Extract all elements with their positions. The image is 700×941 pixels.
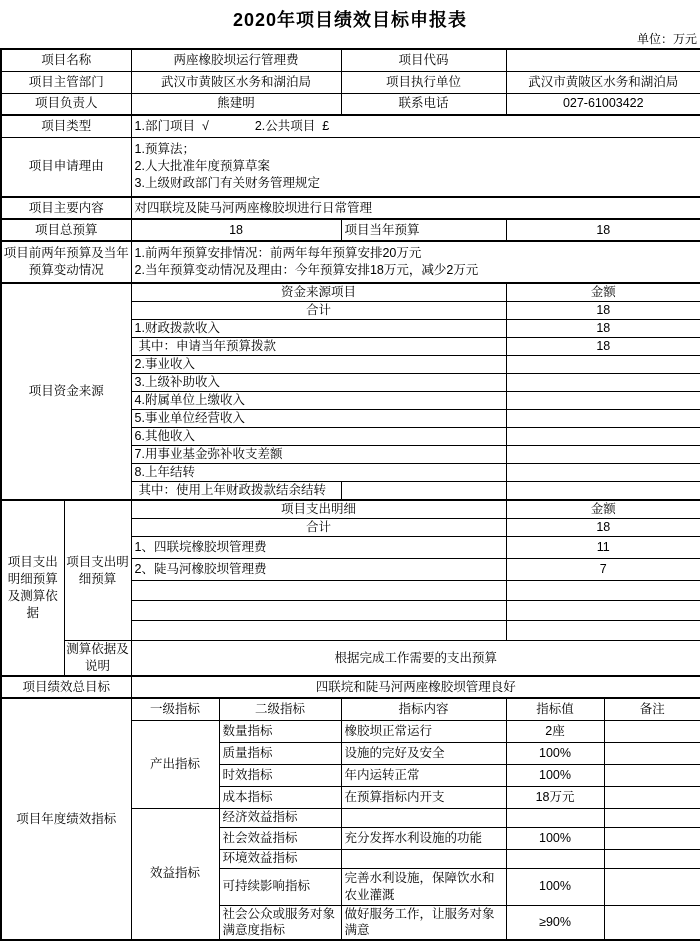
indicator-value-cell — [506, 849, 604, 868]
indicator-value-cell: 100% — [506, 764, 604, 786]
funding-amount-cell — [506, 427, 700, 445]
funding-amount-cell — [506, 445, 700, 463]
expenditure-amount-cell: 11 — [506, 537, 700, 559]
funding-amount-cell — [506, 463, 700, 481]
year-budget-label: 项目当年预算 — [341, 219, 506, 241]
expenditure-detail-label: 项目支出明细预算 — [64, 500, 131, 641]
total-budget-label: 项目总预算 — [1, 219, 131, 241]
apply-reason-label: 项目申请理由 — [1, 137, 131, 197]
page-title: 2020年项目绩效目标申报表 — [232, 10, 468, 30]
indicator-header-content: 指标内容 — [341, 698, 506, 720]
prior-budget-line: 1.前两年预算安排情况：前两年每年预算安排20万元 — [134, 246, 422, 261]
indicator-note-cell — [604, 849, 700, 868]
indicator-level2-cell: 质量指标 — [219, 742, 341, 764]
reason-line: 1.预算法； — [134, 142, 195, 157]
expenditure-item-cell: 1、四联垸橡胶坝管理费 — [131, 537, 506, 559]
project-type-options — [131, 115, 700, 137]
expenditure-amount-cell — [506, 621, 700, 641]
year-budget-value: 18 — [506, 219, 700, 241]
indicator-note-cell — [604, 742, 700, 764]
indicator-content-cell — [341, 849, 506, 868]
indicator-content-cell: 橡胶坝正常运行 — [341, 720, 506, 742]
funding-item-cell: 2.事业收入 — [131, 355, 506, 373]
funding-header-item: 资金来源项目 — [131, 283, 506, 301]
funding-amount-cell — [506, 373, 700, 391]
expenditure-amount-cell: 18 — [506, 519, 700, 537]
indicator-content-cell: 完善水利设施，保障饮水和农业灌溉 — [341, 868, 506, 905]
overall-goal-label: 项目绩效总目标 — [1, 676, 131, 698]
indicator-content-cell: 做好服务工作，让服务对象满意 — [341, 905, 506, 940]
indicator-value-cell: 100% — [506, 827, 604, 849]
total-budget-value: 18 — [131, 219, 341, 241]
exec-unit-label: 项目执行单位 — [341, 71, 506, 93]
indicator-header-level2: 二级指标 — [219, 698, 341, 720]
indicator-level2-cell: 成本指标 — [219, 786, 341, 808]
type-option-public: 2.公共项目 — [254, 118, 316, 133]
indicator-header-note: 备注 — [604, 698, 700, 720]
indicator-value-cell — [506, 808, 604, 827]
indicator-level2-cell: 数量指标 — [219, 720, 341, 742]
type-check-public: £ — [322, 118, 330, 133]
funding-item-cell: 7.用事业基金弥补收支差额 — [131, 445, 506, 463]
funding-amount-cell — [506, 355, 700, 373]
leader-label: 项目负责人 — [1, 93, 131, 115]
project-name-label: 项目名称 — [1, 49, 131, 71]
form-header — [0, 0, 700, 48]
leader-value: 熊建明 — [131, 93, 341, 115]
indicator-level2-cell: 社会效益指标 — [219, 827, 341, 849]
output-group-cell: 产出指标 — [131, 720, 219, 808]
funding-amount-cell — [506, 409, 700, 427]
benefit-group-cell: 效益指标 — [131, 808, 219, 940]
apply-reason-content — [131, 137, 700, 197]
funding-item-cell: 其中：申请当年预算拨款 — [131, 337, 506, 355]
unit-note: 单位：万元 — [636, 32, 697, 46]
funding-header-amount: 金额 — [506, 283, 700, 301]
funding-amount-cell — [506, 391, 700, 409]
funding-item-cell: 5.事业单位经营收入 — [131, 409, 506, 427]
basis-value: 根据完成工作需要的支出预算 — [131, 641, 700, 676]
expenditure-outer-label: 项目支出明细预算及测算依据 — [1, 500, 64, 676]
expenditure-item-cell: 2、陡马河橡胶坝管理费 — [131, 559, 506, 581]
expenditure-amount-cell — [506, 601, 700, 621]
expenditure-amount-cell: 7 — [506, 559, 700, 581]
type-option-department: 1.部门项目 — [134, 118, 195, 133]
project-type-label: 项目类型 — [1, 115, 131, 137]
prior-budget-line: 2.当年预算变动情况及理由：今年预算安排18万元，减少2万元 — [134, 263, 479, 277]
indicator-note-cell — [604, 808, 700, 827]
funding-section-label: 项目资金来源 — [1, 283, 131, 500]
funding-amount-cell: 18 — [506, 337, 700, 355]
indicator-value-cell: 100% — [506, 868, 604, 905]
expenditure-item-cell — [131, 621, 506, 641]
form-table — [0, 48, 700, 941]
funding-item-cell: 1.财政拨款收入 — [131, 319, 506, 337]
indicator-value-cell: ≥90% — [506, 905, 604, 940]
indicator-value-cell: 100% — [506, 742, 604, 764]
phone-value: 027-61003422 — [506, 93, 700, 115]
reason-line: 2.人大批准年度预算草案 — [134, 159, 270, 174]
project-code-label: 项目代码 — [341, 49, 506, 71]
funding-item-cell: 合计 — [131, 301, 506, 319]
indicator-level2-cell: 可持续影响指标 — [219, 868, 341, 905]
indicator-level2-cell: 经济效益指标 — [219, 808, 341, 827]
reason-line: 3.上级财政部门有关财务管理规定 — [134, 176, 320, 191]
funding-item-cell: 4.附属单位上缴收入 — [131, 391, 506, 409]
main-content-value: 对四联垸及陡马河两座橡胶坝进行日常管理 — [131, 197, 700, 219]
expenditure-item-cell: 合计 — [131, 519, 506, 537]
project-name-value: 两座橡胶坝运行管理费 — [131, 49, 341, 71]
indicator-note-cell — [604, 868, 700, 905]
indicator-value-cell: 2座 — [506, 720, 604, 742]
expenditure-item-cell — [131, 581, 506, 601]
indicator-level2-cell: 时效指标 — [219, 764, 341, 786]
expenditure-header-item: 项目支出明细 — [131, 500, 506, 519]
funding-item-cell: 6.其他收入 — [131, 427, 506, 445]
overall-goal-value: 四联垸和陡马河两座橡胶坝管理良好 — [131, 676, 700, 698]
main-content-label: 项目主要内容 — [1, 197, 131, 219]
indicator-content-cell: 在预算指标内开支 — [341, 786, 506, 808]
dept-value: 武汉市黄陂区水务和湖泊局 — [131, 71, 341, 93]
indicator-value-cell: 18万元 — [506, 786, 604, 808]
indicator-note-cell — [604, 786, 700, 808]
funding-item-cell: 8.上年结转 — [131, 463, 506, 481]
indicator-content-cell — [341, 808, 506, 827]
project-code-value — [506, 49, 700, 71]
prior-budget-label: 项目前两年预算及当年预算变动情况 — [1, 241, 131, 283]
indicator-level2-cell: 社会公众或服务对象满意度指标 — [219, 905, 341, 940]
funding-item-cell: 其中：使用上年财政拨款结余结转 — [131, 481, 341, 499]
indicator-content-cell: 年内运转正常 — [341, 764, 506, 786]
indicator-header-level1: 一级指标 — [131, 698, 219, 720]
type-check-department: √ — [201, 118, 209, 133]
expenditure-item-cell — [131, 601, 506, 621]
phone-label: 联系电话 — [341, 93, 506, 115]
expenditure-header-amount: 金额 — [506, 500, 700, 519]
indicator-note-cell — [604, 764, 700, 786]
prior-budget-content — [131, 241, 700, 283]
indicators-section-label: 项目年度绩效指标 — [1, 698, 131, 940]
indicator-note-cell — [604, 720, 700, 742]
indicator-content-cell: 设施的完好及安全 — [341, 742, 506, 764]
funding-amount-cell: 18 — [506, 319, 700, 337]
indicator-content-cell: 充分发挥水利设施的功能 — [341, 827, 506, 849]
funding-item-extra-cell — [341, 481, 506, 499]
exec-unit-value: 武汉市黄陂区水务和湖泊局 — [506, 71, 700, 93]
basis-label: 测算依据及说明 — [64, 641, 131, 676]
dept-label: 项目主管部门 — [1, 71, 131, 93]
funding-amount-cell — [506, 481, 700, 499]
funding-amount-cell: 18 — [506, 301, 700, 319]
indicator-header-value: 指标值 — [506, 698, 604, 720]
expenditure-amount-cell — [506, 581, 700, 601]
funding-item-cell: 3.上级补助收入 — [131, 373, 506, 391]
indicator-note-cell — [604, 827, 700, 849]
indicator-level2-cell: 环境效益指标 — [219, 849, 341, 868]
